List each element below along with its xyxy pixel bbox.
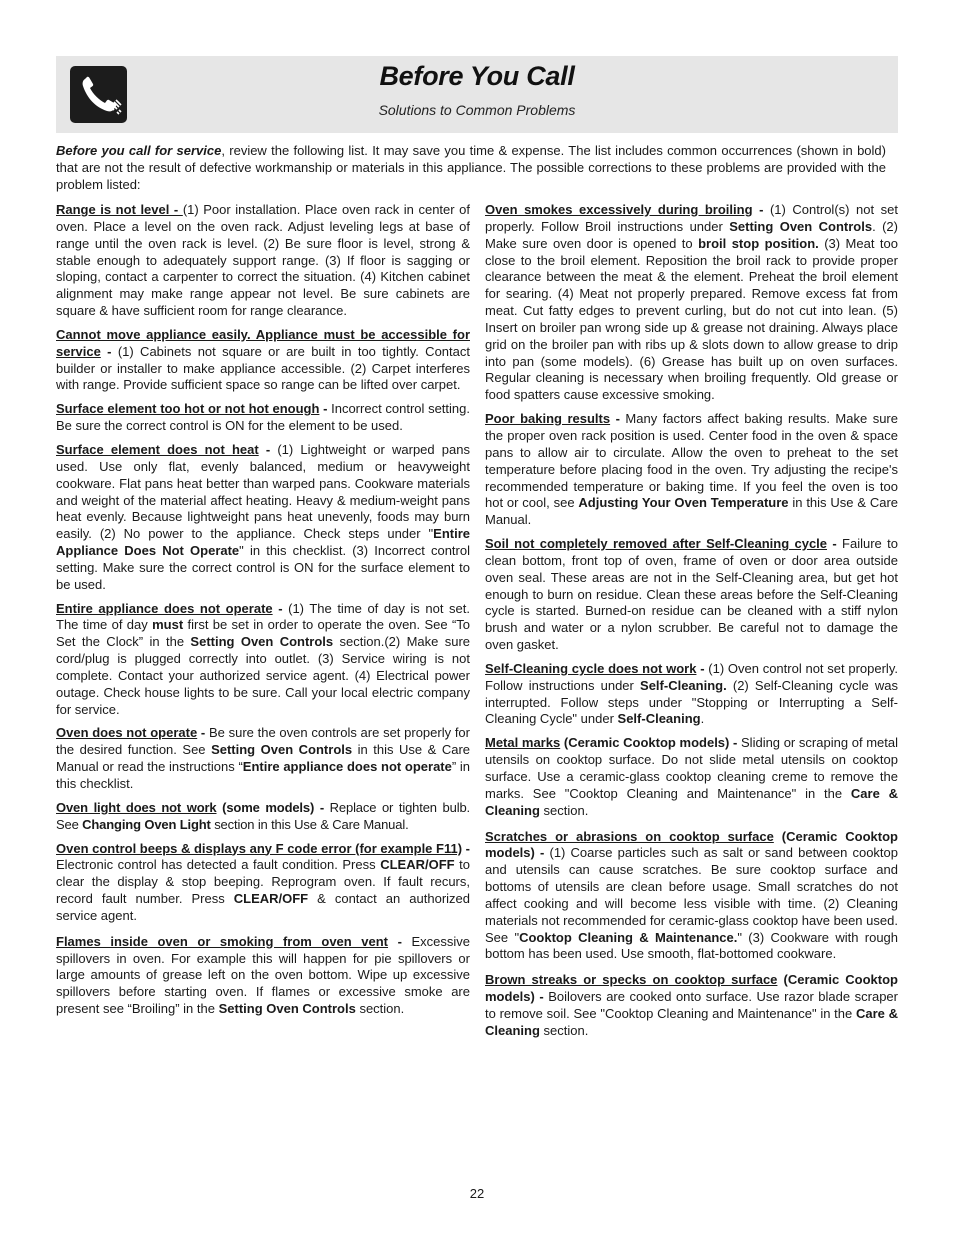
entry-text: (1) Poor installation. Place oven rack in center of oven. Place a level on the oven rack. Adjust leveling legs at base of range until the oven rack is level. (2) Be sure floor is level, strong & stable enough to adequately support range. (3) If floor is sagging or sloping, contact a carpenter to correct the situation. (4) Kitchen cabinet alignment may make range appear not level. Be sure cabinets are square & have sufficient room for range clearance. — [56, 202, 471, 319]
entry-poor-baking: Poor baking results - Many factors affect baking results. Make sure the proper oven rack position is used. Center food in the oven & space pans to allow air to circulate. Allow the oven to preheat to the set temperature before placing food in the oven. Try adjusting the recipe's recommended temperature or baking time. If you feel the oven is too hot or cool, see Adjusting Your Oven Temperature in this Use & Care Manual. — [485, 411, 899, 528]
entry-surface-element-temp: Surface element too hot or not hot enough - Incorrect control setting. Be sure the correct control is ON for the element to be used. — [56, 401, 470, 434]
entry-text: Failure to clean bottom, front top of oven, frame of oven or door area outside oven seal. These areas are not in the Self-Cleaning area, but get hot enough to burn on residue. Clean these areas before the Self-Cleaning cycle is started. Burned-on residue can be cleaned with a stiff nylon brush and water or a nylon scrubber. Be careful not to damage the oven gasket. — [485, 536, 898, 653]
entry-text: (1) Cabinets not square or are built in too tightly. Contact builder or installer to make appliance accessible. (2) Carpet interferes with range. Provide sufficient space so range can be lifted over carpet. — [56, 343, 470, 393]
entry-title: Poor baking results — [485, 411, 611, 427]
entry-range-not-level — [56, 202, 470, 320]
entry-soil-not-removed: Soil not completely removed after Self-Cleaning cycle - Failure to clean bottom, front top of oven, frame of oven or door area outside oven seal. These areas are not in the Self-Cleaning area, but get hot enough to burn on residue. Clean these areas before the Self-Cleaning cycle is started. Burned-on residue can be cleaned with a stiff nylon brush and water or a nylon scrubber. Be careful not to damage the oven gasket. — [485, 536, 898, 653]
entry-control-beeps: Oven control beeps & displays any F code error (for example F11) - Electronic control has detected a fault condition. Press CLEAR/OFF to clear the display & stop beeping. Reprogram oven. If fault recurs, record fault number. Press CLEAR/OFF & contact an authorized service agent. — [56, 840, 470, 923]
page-number: 22 — [469, 1186, 485, 1201]
entry-self-cleaning-no-work: Self-Cleaning cycle does not work - (1) Oven control not set properly. Follow instructions under Self-Cleaning. (2) Self-Cleaning cycle was interrupted. Follow steps under "Stopping or Interrupting a Self-Cleaning Cycle" under Self-Cleaning. — [485, 660, 898, 727]
page-subtitle: Solutions to Common Problems — [378, 102, 576, 118]
intro-lead: Before you call for service — [56, 143, 222, 158]
entry-title: Oven smokes excessively during broiling — [485, 202, 753, 217]
entry-title: Surface element too hot or not hot enough — [56, 401, 320, 417]
entry-surface-element-no-heat: Surface element does not heat - (1) Lightweight or warped pans used. Use only flat, evenly balanced, medium or heavyweight cookware. Flat pans heat better than warped pans. Cookware materials and weight of the material affect heating. Heavy & medium-weight pans heat evenly. Because lightweight pans heat unevenly, foods may burn easily. (2) No power to the appliance. Check steps under "Entire Appliance Does Not Operate" in this checklist. (3) Incorrect control setting. Make sure the correct control is ON for the surface element to be used. — [56, 441, 470, 592]
entry-title: Oven does not operate — [56, 725, 198, 741]
entry-title: Oven light does not work — [56, 799, 217, 815]
entry-title: Flames inside oven or smoking from oven vent — [56, 933, 389, 949]
entry-title: Range is not level - — [56, 202, 183, 217]
entry-title: Oven control beeps & displays any F code error (for example F11) — [56, 840, 463, 856]
entry-flames-inside-oven: Flames inside oven or smoking from oven vent - Excessive spillovers in oven. For example this will happen for pie spillovers or large amounts of grease left on the oven bottom. Wipe up excessive spillovers before starting oven. If flames or excessive smoke are present see “Broiling” in the Setting Oven Controls section. — [56, 933, 471, 1017]
entry-scratches-cooktop: Scratches or abrasions on cooktop surface (Ceramic Cooktop models) - (1) Coarse particles such as salt or sand between cooktop and utensils can cause scratches. Be sure cooktop surface and bottoms of utensils are clean before usage. Small scratches do not affect cooking and will become less visible with time. (2) Cleaning materials not recommended for ceramic-glass cooktop have been used. See "Cooktop Cleaning & Maintenance." (3) Cookware with rough bottom has been used. Use smooth, flat-bottomed cookware. — [485, 828, 899, 962]
intro-paragraph — [56, 143, 886, 193]
entry-cannot-move-appliance: Cannot move appliance easily. Appliance must be accessible for service - (1) Cabinets not square or are built in too tightly. Contact builder or installer to make appliance accessible. (2) Carpet interferes with range. Provide sufficient space so range can be lifted over carpet. — [56, 326, 470, 393]
entry-title: Soil not completely removed after Self-Cleaning cycle — [485, 536, 828, 552]
intro-text: , review the following list. It may save you time & expense. The list includes common occurrences (shown in bold) that are not the result of defective workmanship or materials in this appliance. The possible corrections to these problems are provided with the problem listed: — [56, 143, 886, 192]
entry-title: Surface element does not heat — [56, 441, 259, 457]
entry-title: Entire appliance does not operate — [56, 600, 273, 616]
page-header — [56, 56, 898, 133]
entry-title: Self-Cleaning cycle does not work — [485, 660, 697, 676]
entry-title: Cannot move appliance easily. Appliance must be accessible for service — [56, 326, 470, 359]
entry-oven-no-operate: Oven does not operate - Be sure the oven controls are set properly for the desired function. See Setting Oven Controls in this Use & Care Manual or read the instructions “Entire appliance does not operate” in this checklist. — [56, 725, 471, 791]
left-column — [56, 202, 470, 1025]
page-title: Before You Call — [379, 61, 575, 91]
entry-entire-appliance-no-operate: Entire appliance does not operate - (1) The time of day is not set. The time of day must first be set in order to operate the oven. See “To Set the Clock” in the Setting Oven Controls section.(2) Make sure cord/plug is plugged correctly into outlet. (3) Service wiring is not complete. Contact your authorized service agent. (4) Electrical power outage. Check house lights to be sure. Call your local electric company for service. — [56, 600, 471, 717]
entry-oven-light: Oven light does not work (some models) - Replace or tighten bulb. See Changing Oven Light section in this Use & Care Manual. — [56, 799, 470, 832]
entry-text: Incorrect control setting. Be sure the correct control is ON for the element to be used. — [56, 401, 470, 434]
entry-metal-marks: Metal marks (Ceramic Cooktop models) - Sliding or scraping of metal utensils on cooktop surface. Do not slide metal utensils on cooktop surface. Use a ceramic-glass cooktop cleaning creme to remove the marks. See "Cooktop Cleaning and Maintenance" in the Care & Cleaning section. — [485, 735, 898, 818]
right-column — [485, 202, 898, 1047]
entry-title: Scratches or abrasions on cooktop surface — [485, 828, 774, 844]
entry-title: Metal marks — [485, 735, 561, 751]
entry-title: Brown streaks or specks on cooktop surface — [485, 972, 778, 988]
entry-oven-smokes-broiling: Oven smokes excessively during broiling - (1) Control(s) not set properly. Follow Broil instructions under Setting Oven Controls. (2) Make sure oven door is opened to broil stop position. (3) Meat too close to the broil element. Reposition the broil rack to provide proper clearance between the meat & the element. Preheat the broil element for searing. (4) Meat not properly prepared. Remove excess fat from meat. Cut fatty edges to prevent curling, but do not cut into lean. (5) Insert on broiler pan wrong side up & grease not draining. Always place grid on the broiler pan with ribs up & slots down to allow grease to drip into pan (some models). (6) Grease has built up on oven surfaces. Regular cleaning is necessary when broiling frequently. Old grease or food spatters cause excessive smoking. — [485, 202, 898, 403]
entry-brown-streaks: Brown streaks or specks on cooktop surface (Ceramic Cooktop models) - Boilovers are cooked onto surface. Use razor blade scraper to remove soil. See "Cooktop Cleaning and Maintenance" in the Care & Cleaning section. — [485, 972, 898, 1038]
